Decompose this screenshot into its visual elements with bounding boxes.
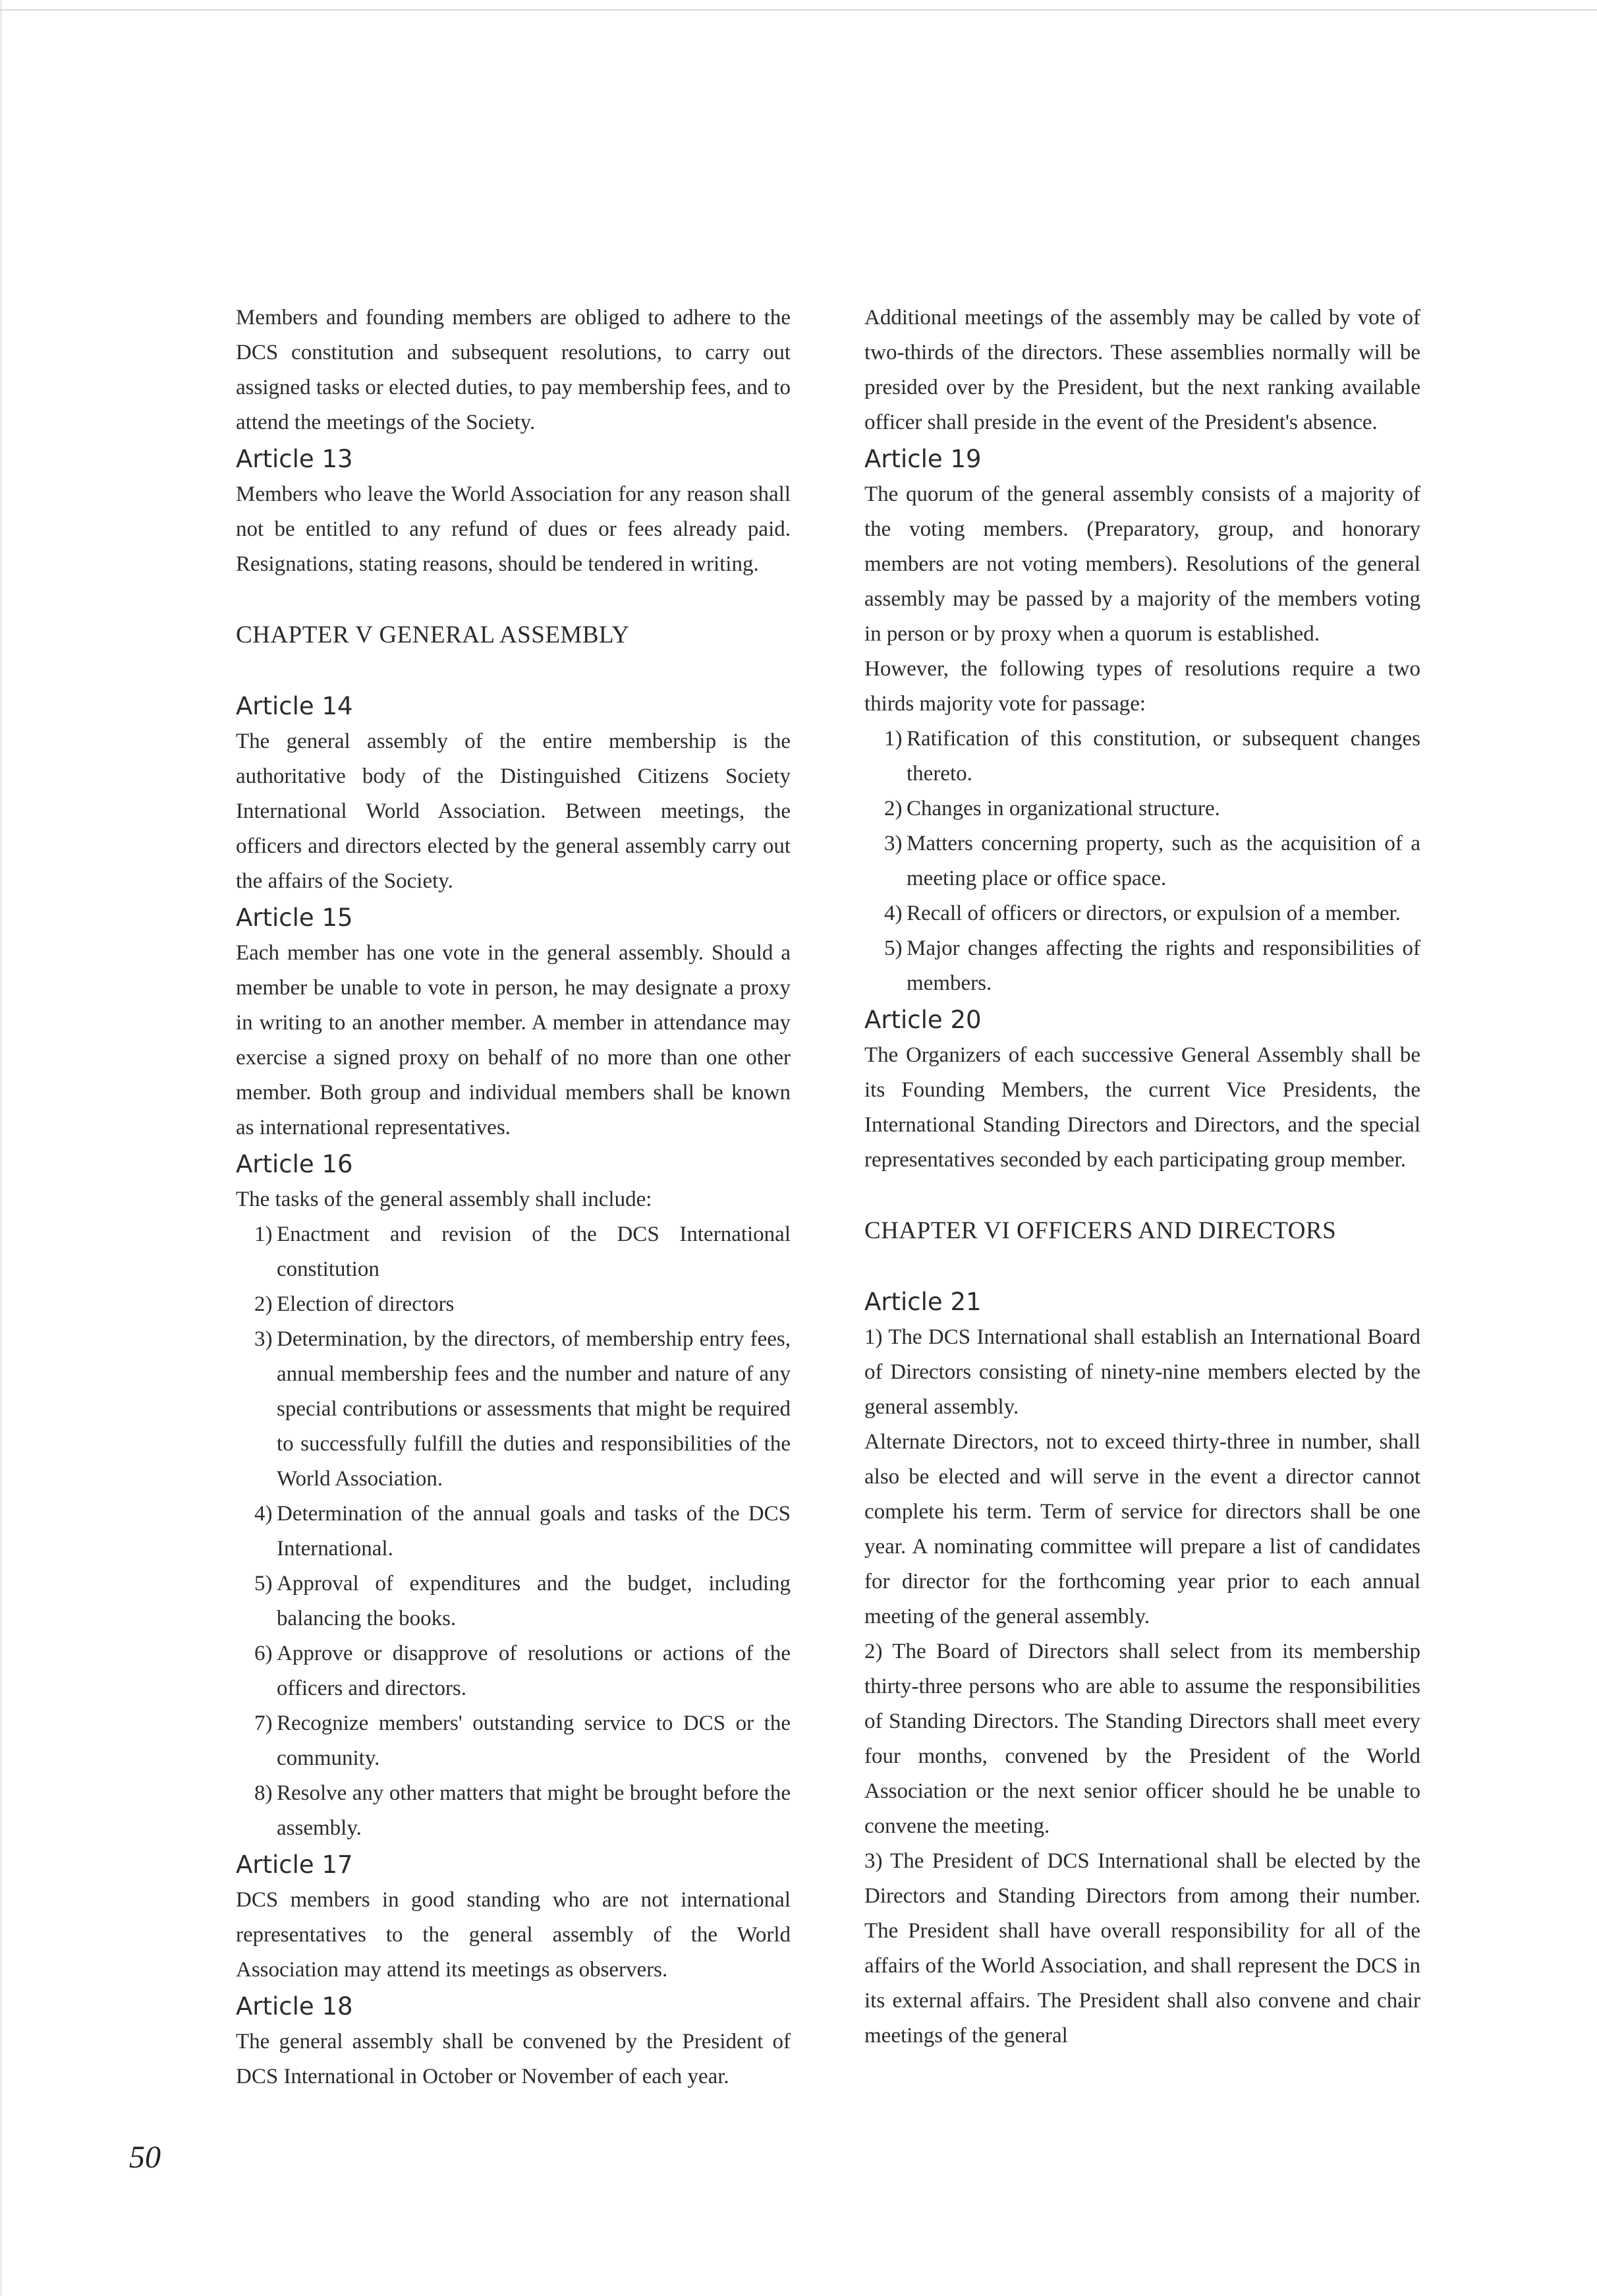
article-19-list bbox=[864, 722, 1420, 1001]
left-column bbox=[236, 301, 791, 2094]
article-20-text: The Organizers of each successive General Assembly shall be its Founding Members, the current Vice Presidents, the International Standing Directors and Directors, and the special representatives seconded by each participating group member. bbox=[864, 1043, 1420, 1172]
chapter-6-heading: CHAPTER VI OFFICERS AND DIRECTORS bbox=[864, 1217, 1337, 1244]
list-item-text: Approve or disapprove of resolutions or actions of the officers and directors. bbox=[277, 1642, 791, 1700]
list-item bbox=[864, 722, 1420, 791]
list-item-number: 6) bbox=[254, 1642, 273, 1665]
list-item-number: 5) bbox=[254, 1572, 273, 1595]
top-scan-rule bbox=[0, 9, 1597, 11]
list-item bbox=[864, 791, 1420, 826]
list-item bbox=[236, 1636, 791, 1706]
page-edge-shadow bbox=[0, 0, 2, 2296]
list-item-text: Election of directors bbox=[277, 1292, 455, 1316]
article-13-heading: Article 13 bbox=[236, 445, 353, 473]
list-item-text: Determination, by the directors, of membership entry fees, annual membership fees and the number and nature of any special contributions or assessments that might be required to successfully fulfill the duties and responsibilities of the World Association. bbox=[277, 1327, 791, 1491]
article-15-text: Each member has one vote in the general assembly. Should a member be unable to vote in person, he may designate a proxy in writing to an another member. A member in attendance may exercise a signed proxy on behalf of no more than one other member. Both group and individual members shall be known as international representatives. bbox=[236, 941, 791, 1139]
list-item bbox=[236, 1322, 791, 1497]
article-18-heading: Article 18 bbox=[236, 1992, 353, 2021]
article-16-heading: Article 16 bbox=[236, 1150, 353, 1178]
page-number: 50 bbox=[129, 2140, 161, 2175]
list-item-number: 7) bbox=[254, 1711, 273, 1735]
article-16-list bbox=[236, 1217, 791, 1846]
article-18-text: The general assembly shall be convened by the President of DCS International in October or November of each year. bbox=[236, 2030, 791, 2088]
list-item-text: Recognize members' outstanding service to DCS or the community. bbox=[277, 1711, 791, 1770]
intro-paragraph: Members and founding members are obliged to adhere to the DCS constitution and subsequent resolutions, to carry out assigned tasks or elected duties, to pay membership fees, and to attend the meetings of the Society. bbox=[236, 306, 791, 434]
article-21-paragraph-1: 1) The DCS International shall establish an International Board of Directors consisting of ninety-nine members elected by the general assembly. bbox=[864, 1325, 1420, 1419]
list-item-number: 1) bbox=[884, 727, 903, 751]
list-item-text: Enactment and revision of the DCS International constitution bbox=[277, 1222, 791, 1281]
article-19-heading: Article 19 bbox=[864, 445, 982, 473]
article-17-heading: Article 17 bbox=[236, 1851, 353, 1879]
list-item-text: Major changes affecting the rights and responsibilities of members. bbox=[907, 936, 1420, 995]
list-item-number: 4) bbox=[254, 1502, 273, 1526]
list-item bbox=[864, 931, 1420, 1001]
list-item-text: Resolve any other matters that might be brought before the assembly. bbox=[277, 1781, 791, 1840]
list-item-number: 4) bbox=[884, 902, 903, 925]
list-item-text: Changes in organizational structure. bbox=[907, 797, 1220, 820]
article-17-text: DCS members in good standing who are not international representatives to the general assembly of the World Association may attend its meetings as observers. bbox=[236, 1888, 791, 1982]
list-item-number: 2) bbox=[254, 1292, 273, 1316]
list-item bbox=[864, 826, 1420, 896]
article-21-paragraph-2: Alternate Directors, not to exceed thirty-three in number, shall also be elected and will serve in the event a director cannot complete his term. Term of service for directors shall be one year. A nominating committee will prepare a list of candidates for director for the forthcoming year prior to each annual meeting of the general assembly. bbox=[864, 1430, 1420, 1628]
right-column bbox=[864, 301, 1420, 2053]
article-19-text: The quorum of the general assembly consists of a majority of the voting members. (Preparatory, group, and honorary members are not voting members). Resolutions of the general assembly may be passed by a majority of the members voting in person or by proxy when a quorum is established. bbox=[864, 482, 1420, 646]
list-item-number: 3) bbox=[884, 832, 903, 855]
list-item-text: Matters concerning property, such as the acquisition of a meeting place or office space. bbox=[907, 832, 1420, 890]
list-item-text: Recall of officers or directors, or expulsion of a member. bbox=[907, 902, 1401, 925]
list-item bbox=[236, 1706, 791, 1776]
list-item bbox=[236, 1287, 791, 1322]
article-20-heading: Article 20 bbox=[864, 1006, 982, 1034]
article-15-heading: Article 15 bbox=[236, 904, 353, 932]
article-14-heading: Article 14 bbox=[236, 692, 353, 720]
list-item bbox=[236, 1776, 791, 1846]
list-item-text: Approval of expenditures and the budget, including balancing the books. bbox=[277, 1572, 791, 1630]
list-item-text: Determination of the annual goals and tasks of the DCS International. bbox=[277, 1502, 791, 1561]
list-item bbox=[236, 1566, 791, 1636]
list-item bbox=[236, 1217, 791, 1287]
list-item-number: 2) bbox=[884, 797, 903, 820]
list-item bbox=[236, 1497, 791, 1566]
list-item-number: 1) bbox=[254, 1222, 273, 1246]
chapter-5-heading: CHAPTER V GENERAL ASSEMBLY bbox=[236, 621, 630, 648]
article-21-paragraph-4: 3) The President of DCS International shall be elected by the Directors and Standing Directors from among their number. The President shall have overall responsibility for all of the affairs of the World Association, and shall represent the DCS in its external affairs. The President shall also convene and chair meetings of the general bbox=[864, 1849, 1420, 2048]
article-19-text-2: However, the following types of resolutions require a two thirds majority vote for passage: bbox=[864, 657, 1420, 716]
article-16-intro: The tasks of the general assembly shall include: bbox=[236, 1188, 652, 1211]
article-14-text: The general assembly of the entire membership is the authoritative body of the Distinguished Citizens Society International World Association. Between meetings, the officers and directors elected by the general assembly carry out the affairs of the Society. bbox=[236, 730, 791, 893]
intro-paragraph: Additional meetings of the assembly may be called by vote of two-thirds of the directors. These assemblies normally will be presided over by the President, but the next ranking available officer shall preside in the event of the President's absence. bbox=[864, 306, 1420, 434]
list-item bbox=[864, 896, 1420, 931]
article-21-heading: Article 21 bbox=[864, 1288, 982, 1316]
list-item-number: 5) bbox=[884, 936, 903, 960]
article-13-text: Members who leave the World Association for any reason shall not be entitled to any refund of dues or fees already paid. Resignations, stating reasons, should be tendered in writing. bbox=[236, 482, 791, 576]
list-item-number: 8) bbox=[254, 1781, 273, 1805]
list-item-text: Ratification of this constitution, or subsequent changes thereto. bbox=[907, 727, 1420, 786]
list-item-number: 3) bbox=[254, 1327, 273, 1351]
article-21-paragraph-3: 2) The Board of Directors shall select from its membership thirty-three persons who are able to assume the responsibilities of Standing Directors. The Standing Directors shall meet every four months, convened by the President of the World Association or the next senior officer should he be unable to convene the meeting. bbox=[864, 1640, 1420, 1838]
